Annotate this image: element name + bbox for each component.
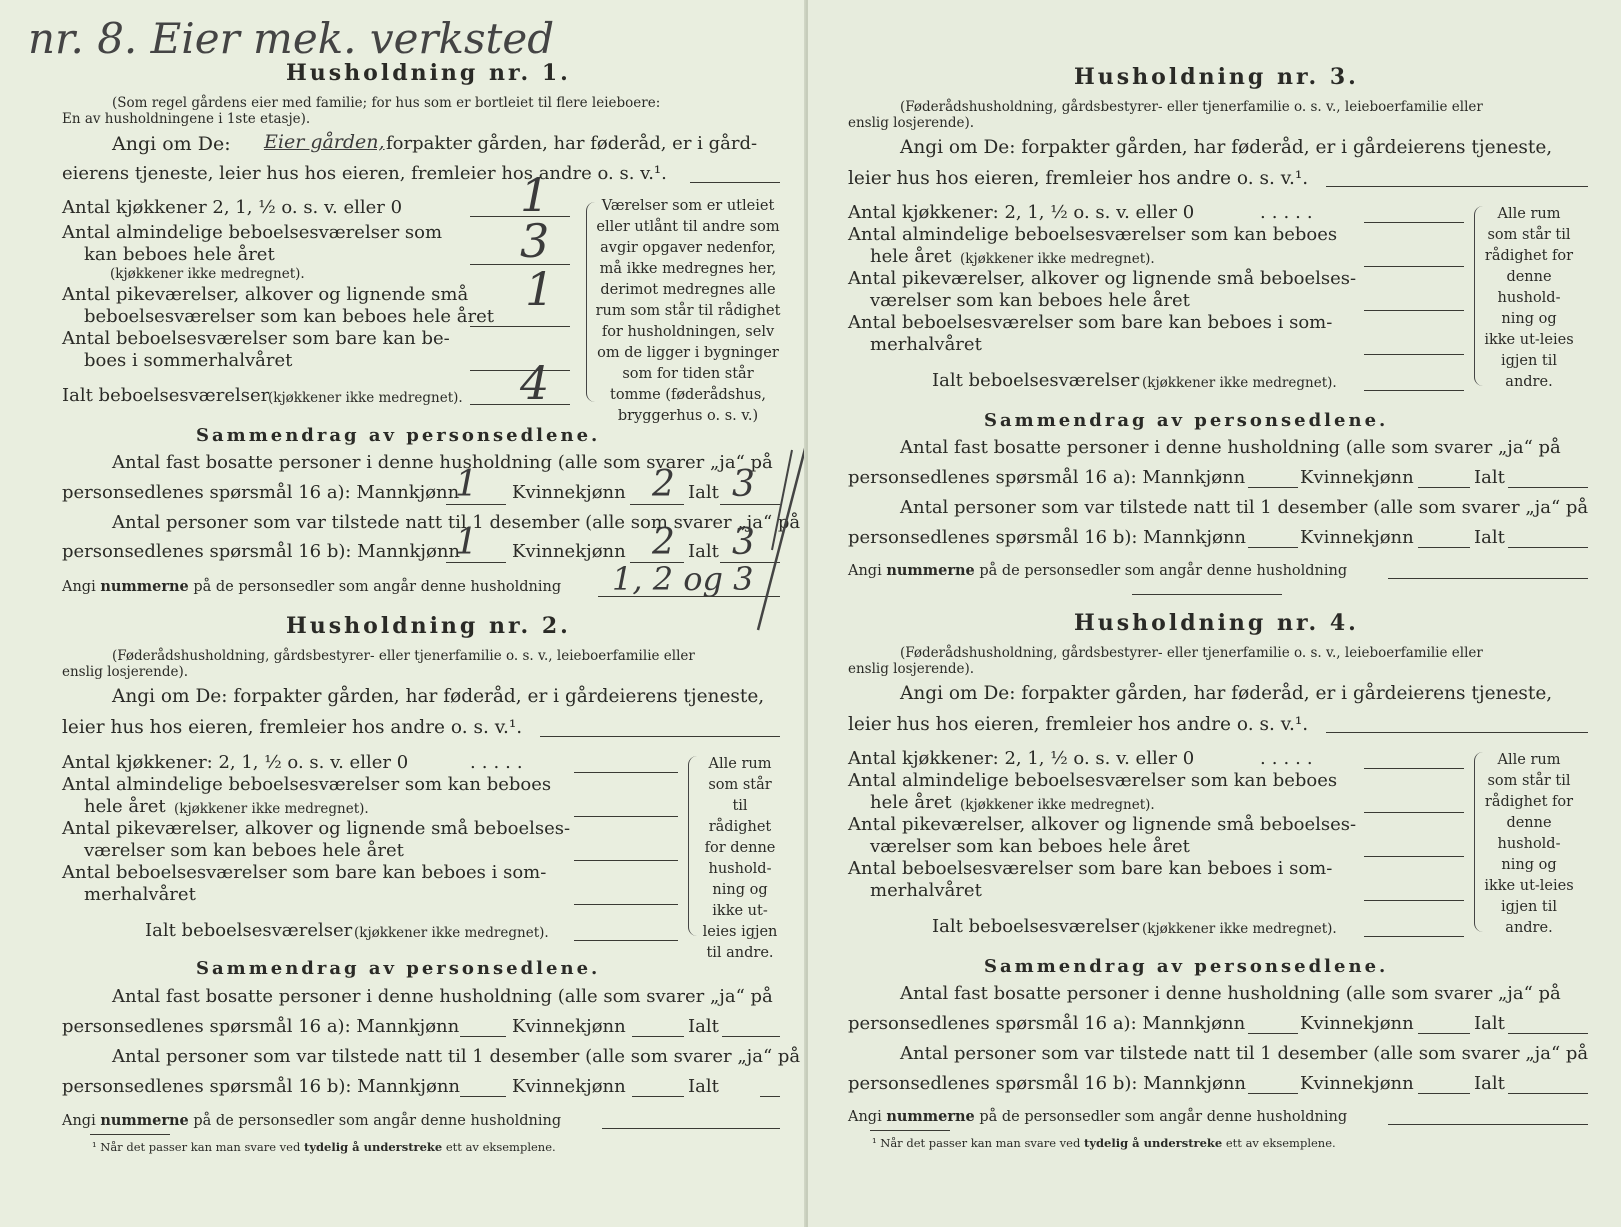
h2-footnote-bold: tydelig å understreke [304,1140,443,1154]
h1-s2-kvinne: Kvinnekjønn [512,541,626,562]
h3-q-alm-1: Antal almindelige beboelsesværelser som kan beboes [848,224,1338,245]
h4-q-alm-2-note: (kjøkkener ikke medregnet). [960,797,1155,813]
h2-s2-ialt: Ialt [688,1076,719,1097]
h4-angi-2: leier hus hos eieren, fremleier hos andre o. s. v.¹. [848,714,1309,735]
h1-q-pike-2: beboelsesværelser som kan beboes hele året [84,306,494,327]
h1-q-som-1: Antal beboelsesværelser som bare kan be- [62,328,450,349]
h4-q-kitchen: Antal kjøkkener: 2, 1, ½ o. s. v. eller 0 [848,748,1195,769]
h1-s1-i: 3 [732,464,755,505]
h1-nummer-bold: nummerne [100,578,189,595]
h1-nummer-post: på de personsedler som angår denne husholdning [193,579,562,595]
h2-s2-kvinne: Kvinnekjønn [512,1076,626,1097]
h2-s1-line1: Antal fast bosatte personer i denne husholdning (alle som svarer „ja“ på [112,986,773,1007]
h1-s1-line2: personsedlenes spørsmål 16 a): Mannkjønn [62,482,460,503]
h2-q-alm-2: hele året [84,796,166,817]
h4-s1-line2: personsedlenes spørsmål 16 a): Mannkjønn [848,1013,1246,1034]
h1-s1-line1: Antal fast bosatte personer i denne husholdning (alle som svarer „ja“ på [112,452,773,473]
h2-q-alm-2-note: (kjøkkener ikke medregnet). [174,801,369,817]
h2-q-total-note: (kjøkkener ikke medregnet). [354,925,549,941]
h3-info-box: Alle rum som står til rådighet for denne hushold-ning og ikke ut-leies igjen til andre. [1484,206,1574,390]
h3-s1-line2: personsedlenes spørsmål 16 a): Mannkjønn [848,467,1246,488]
h4-s2-ialt: Ialt [1474,1073,1505,1094]
h4-q-total-note: (kjøkkener ikke medregnet). [1142,921,1337,937]
h1-angi-rest: forpakter gården, har føderåd, er i gård- [386,133,758,154]
h3-q-pike-2: værelser som kan beboes hele året [870,290,1190,311]
h1-angi-label: Angi om De: [112,133,231,155]
h1-note-2: En av husholdningene i 1ste etasje). [62,111,311,127]
h1-s2-line1: Antal personer som var tilstede natt til 1 desember (alle som svarer „ja“ på [112,512,801,533]
h4-s1-kvinne: Kvinnekjønn [1300,1013,1414,1034]
h1-q-kitchen: Antal kjøkkener 2, 1, ½ o. s. v. eller 0 [62,197,403,218]
h4-note-2: enslig losjerende). [848,661,975,677]
h4-q-pike-2: værelser som kan beboes hele året [870,836,1190,857]
h2-footnote-pre: ¹ Når det passer kan man svare ved [92,1140,301,1154]
h4-footnote-pre: ¹ Når det passer kan man svare ved [872,1136,1081,1150]
h3-s2-line1: Antal personer som var tilstede natt til 1 desember (alle som svarer „ja“ på [900,497,1589,518]
h4-nummer-bold: nummerne [886,1108,975,1125]
h4-sum-title: Sammendrag av personsedlene. [984,956,1389,977]
h3-q-alm-2: hele året [870,246,952,267]
h4-s1-ialt: Ialt [1474,1013,1505,1034]
h3-nummer [848,562,1347,579]
h3-q-som-2: merhalvåret [870,334,982,355]
h2-note-1: (Føderådshusholdning, gårdsbestyrer- eller tjenerfamilie o. s. v., leieboerfamilie eller [112,648,695,664]
h1-q-alm-2: kan beboes hele året [84,244,275,265]
left-page: nr. 8. Eier mek. verksted Husholdning nr. 1. (Som regel gårdens eier med familie; for hus som er bortleiet til flere leieboere: En av husholdningene i 1ste etasje). Angi om De: Eier gården, forpakter gården, har føderåd, er i gård- eierens tjeneste, leier hus hos eieren, fremleier hos andre o. s. v.¹. Antal kjøkkener 2, 1, ½ o. s. v. eller 0 1 Antal almindelige beboelsesværelser som kan beboes hele året (kjøkkener ikke medregnet). 3 Antal pikeværelser, alkover og lignende små beboelsesværelser som kan beboes hele året 1 Antal beboelsesværelser som bare kan be- boes i sommerhalvåret Ialt beboelsesværelser (kjøkkener ikke medregnet). 4 Værelser som er utleiet eller utlånt til andre som avgir opgaver nedenfor, må ikke medregnes her, derimot medregnes alle rum som står til rådighet for husholdningen, selv om de ligger i bygninger som for tiden står tomme (føderådshus, bryggerhus o. s. v.) Sammendrag av personsedlene. Antal fast bosatte personer i denne husholdning (alle som svarer „ja“ på personsedlenes spørsmål 16 a): Mannkjønn 1 Kvinnekjønn 2 Ialt 3 Antal personer som var tilstede natt til 1 desember (alle som svarer „ja“ på personsedlenes spørsmål 16 b): Mannkjønn 1 Kvinnekjønn 2 Ialt 3 Angi nummerne på de personsedler som angår denne husholdning 1, 2 og 3 Husholdning nr. 2. (Føderådshusholdning, gårdsbestyrer- eller tjenerfamilie o. s. v., leieboerfamilie eller enslig losjerende). Angi om De: forpakter gården, har føderåd, er i gårdeierens tjeneste, leier hus hos eieren, fremleier hos andre o. s. v.¹. Antal kjøkkener: 2, 1, ½ o. s. v. eller 0 ..... Antal almindelige beboelsesværelser som kan beboes hele året (kjøkkener ikke medregnet). Antal pikeværelser, alkover og lignende små beboelses- værelser som kan beboes hele året Antal beboelsesværelser som bare kan beboes i som- merhalvåret Ialt beboelsesværelser (kjøkkener ikke medregnet). Alle rum som står til rådighet for denne hushold-ning og ikke ut-leies igjen til andre. Sammendrag av personsedlene. Antal fast bosatte personer i denne husholdning (alle som svarer „ja“ på personsedlenes spørsmål 16 a): Mannkjønn Kvinnekjønn Ialt Antal personer som var tilstede natt til 1 desember (alle som svarer „ja“ på personsedlenes spørsmål 16 b): Mannkjønn Kvinnekjønn Ialt Angi nummerne på de personsedler som angår denne husholdning ¹ Når det passer kan man svare ved tydelig å understreke ett av eksemplene. [0,0,808,1227]
h2-s1-line2: personsedlenes spørsmål 16 a): Mannkjønn [62,1016,460,1037]
h4-footnote-post: ett av eksemplene. [1225,1136,1336,1150]
h2-q-som-2: merhalvåret [84,884,196,905]
right-page: Husholdning nr. 3. (Føderådshusholdning, gårdsbestyrer- eller tjenerfamilie o. s. v., leieboerfamilie eller enslig losjerende). Angi om De: forpakter gården, har føderåd, er i gårdeierens tjeneste, leier hus hos eieren, fremleier hos andre o. s. v.¹. Antal kjøkkener: 2, 1, ½ o. s. v. eller 0 ..... Antal almindelige beboelsesværelser som kan beboes hele året (kjøkkener ikke medregnet). Antal pikeværelser, alkover og lignende små beboelses- værelser som kan beboes hele året Antal beboelsesværelser som bare kan beboes i som- merhalvåret Ialt beboelsesværelser (kjøkkener ikke medregnet). Alle rum som står til rådighet for denne hushold-ning og ikke ut-leies igjen til andre. Sammendrag av personsedlene. Antal fast bosatte personer i denne husholdning (alle som svarer „ja“ på personsedlenes spørsmål 16 a): Mannkjønn Kvinnekjønn Ialt Antal personer som var tilstede natt til 1 desember (alle som svarer „ja“ på personsedlenes spørsmål 16 b): Mannkjønn Kvinnekjønn Ialt Angi nummerne på de personsedler som angår denne husholdning Husholdning nr. 4. (Føderådshusholdning, gårdsbestyrer- eller tjenerfamilie o. s. v., leieboerfamilie eller enslig losjerende). Angi om De: forpakter gården, har føderåd, er i gårdeierens tjeneste, leier hus hos eieren, fremleier hos andre o. s. v.¹. Antal kjøkkener: 2, 1, ½ o. s. v. eller 0 ..... Antal almindelige beboelsesværelser som kan beboes hele året (kjøkkener ikke medregnet). Antal pikeværelser, alkover og lignende små beboelses- værelser som kan beboes hele året Antal beboelsesværelser som bare kan beboes i som- merhalvåret Ialt beboelsesværelser (kjøkkener ikke medregnet). Alle rum som står til rådighet for denne hushold-ning og ikke ut-leies igjen til andre. Sammendrag av personsedlene. Antal fast bosatte personer i denne husholdning (alle som svarer „ja“ på personsedlenes spørsmål 16 a): Mannkjønn Kvinnekjønn Ialt Antal personer som var tilstede natt til 1 desember (alle som svarer „ja“ på personsedlenes spørsmål 16 b): Mannkjønn Kvinnekjønn Ialt Angi nummerne på de personsedler som angår denne husholdning ¹ Når det passer kan man svare ved tydelig å understreke ett av eksemplene. [808,0,1621,1227]
h3-angi-2: leier hus hos eieren, fremleier hos andre o. s. v.¹. [848,168,1309,189]
handwritten-header: nr. 8. Eier mek. verksted [28,14,555,63]
h3-q-total: Ialt beboelsesværelser [932,370,1140,391]
h2-nummer-post: på de personsedler som angår denne husholdning [193,1113,562,1129]
h3-s1-kvinne: Kvinnekjønn [1300,467,1414,488]
h3-note-2: enslig losjerende). [848,115,975,131]
h1-nummer [62,578,561,595]
h3-s2-ialt: Ialt [1474,527,1505,548]
h1-title: Husholdning nr. 1. [286,60,571,86]
h2-nummer-bold: nummerne [100,1112,189,1129]
h4-q-alm-1: Antal almindelige beboelsesværelser som kan beboes [848,770,1338,791]
h1-s1-kvinne: Kvinnekjønn [512,482,626,503]
h1-sum-title: Sammendrag av personsedlene. [196,425,601,446]
h1-a-pike: 1 [525,262,555,316]
h1-s1-m: 1 [455,464,478,505]
h4-angi-1: Angi om De: forpakter gården, har føderåd, er i gårdeierens tjeneste, [900,683,1553,704]
h4-title: Husholdning nr. 4. [1074,610,1359,636]
h2-note-2: enslig losjerende). [62,664,189,680]
h2-q-kitchen: Antal kjøkkener: 2, 1, ½ o. s. v. eller 0 [62,752,409,773]
h2-q-total: Ialt beboelsesværelser [145,920,353,941]
h4-q-alm-2: hele året [870,792,952,813]
h4-footnote-bold: tydelig å understreke [1084,1136,1223,1150]
h3-s1-ialt: Ialt [1474,467,1505,488]
h1-q-alm-3: (kjøkkener ikke medregnet). [110,266,305,282]
h4-s2-line1: Antal personer som var tilstede natt til 1 desember (alle som svarer „ja“ på [900,1043,1589,1064]
h1-s1-ialt: Ialt [688,482,719,503]
h2-q-alm-1: Antal almindelige beboelsesværelser som kan beboes [62,774,552,795]
h2-s1-kvinne: Kvinnekjønn [512,1016,626,1037]
h4-q-som-2: merhalvåret [870,880,982,901]
h1-angi-line2: eierens tjeneste, leier hus hos eieren, fremleier hos andre o. s. v.¹. [62,163,667,184]
h3-angi-1: Angi om De: forpakter gården, har føderåd, er i gårdeierens tjeneste, [900,137,1553,158]
h3-note-1: (Føderådshusholdning, gårdsbestyrer- eller tjenerfamilie o. s. v., leieboerfamilie eller [900,99,1483,115]
h4-nummer-pre: Angi [848,1109,882,1125]
h2-angi-1: Angi om De: forpakter gården, har føderåd, er i gårdeierens tjeneste, [112,686,765,707]
h1-nummer-pre: Angi [62,579,96,595]
h1-s2-k: 2 [652,522,675,563]
h3-s2-line2: personsedlenes spørsmål 16 b): Mannkjønn [848,527,1247,548]
h3-sum-title: Sammendrag av personsedlene. [984,410,1389,431]
h1-s1-k: 2 [652,464,675,505]
h2-q-pike-2: værelser som kan beboes hele året [84,840,404,861]
h4-nummer [848,1108,1347,1125]
h1-q-som-2: boes i sommerhalvåret [84,350,293,371]
h3-q-pike-1: Antal pikeværelser, alkover og lignende små beboelses- [848,268,1357,289]
h1-s2-i: 3 [732,522,755,563]
h1-s2-m: 1 [455,522,478,563]
h3-s1-line1: Antal fast bosatte personer i denne husholdning (alle som svarer „ja“ på [900,437,1561,458]
h2-s2-line2: personsedlenes spørsmål 16 b): Mannkjønn [62,1076,461,1097]
h1-q-alm-1: Antal almindelige beboelsesværelser som [62,222,443,243]
h2-angi-2: leier hus hos eieren, fremleier hos andre o. s. v.¹. [62,717,523,738]
h1-a-kitchen: 1 [520,168,550,222]
h3-title: Husholdning nr. 3. [1074,64,1359,90]
h4-note-1: (Føderådshusholdning, gårdsbestyrer- eller tjenerfamilie o. s. v., leieboerfamilie eller [900,645,1483,661]
h2-title: Husholdning nr. 2. [286,613,571,639]
h1-info-box: Værelser som er utleiet eller utlånt til andre som avgir opgaver nedenfor, må ikke medregnes her, derimot medregnes alle rum som står til rådighet for husholdningen, selv om de ligger i bygninger som for tiden står tomme (føderådshus, bryggerhus o. s. v.) [595,198,781,424]
h4-q-total: Ialt beboelsesværelser [932,916,1140,937]
h3-q-kitchen: Antal kjøkkener: 2, 1, ½ o. s. v. eller 0 [848,202,1195,223]
h2-footnote-post: ett av eksemplene. [445,1140,556,1154]
h2-s2-line1: Antal personer som var tilstede natt til 1 desember (alle som svarer „ja“ på [112,1046,801,1067]
h2-nummer-pre: Angi [62,1113,96,1129]
h1-a-alm: 3 [520,214,550,268]
h4-footnote [872,1136,1336,1150]
h1-nummer-answer: 1, 2 og 3 [612,560,754,598]
h2-s1-ialt: Ialt [688,1016,719,1037]
h2-q-som-1: Antal beboelsesværelser som bare kan beboes i som- [62,862,547,883]
h1-q-total: Ialt beboelsesværelser [62,385,270,406]
h3-q-som-1: Antal beboelsesværelser som bare kan beboes i som- [848,312,1333,333]
h3-nummer-bold: nummerne [886,562,975,579]
h4-nummer-post: på de personsedler som angår denne husholdning [979,1109,1348,1125]
h3-q-total-note: (kjøkkener ikke medregnet). [1142,375,1337,391]
h3-s2-kvinne: Kvinnekjønn [1300,527,1414,548]
h4-q-som-1: Antal beboelsesværelser som bare kan beboes i som- [848,858,1333,879]
h3-nummer-pre: Angi [848,563,882,579]
h4-s1-line1: Antal fast bosatte personer i denne husholdning (alle som svarer „ja“ på [900,983,1561,1004]
h4-q-pike-1: Antal pikeværelser, alkover og lignende små beboelses- [848,814,1357,835]
h2-footnote [92,1140,556,1154]
h1-angi-answer: Eier gården, [264,131,385,153]
h2-info-box: Alle rum som står til rådighet for denne hushold-ning og ikke ut-leies igjen til andre. [702,756,778,961]
h1-s2-ialt: Ialt [688,541,719,562]
h1-q-total-note: (kjøkkener ikke medregnet). [268,390,463,406]
h2-sum-title: Sammendrag av personsedlene. [196,958,601,979]
h4-s2-line2: personsedlenes spørsmål 16 b): Mannkjønn [848,1073,1247,1094]
h1-note-1: (Som regel gårdens eier med familie; for hus som er bortleiet til flere leieboere: [112,95,661,111]
h1-s2-line2: personsedlenes spørsmål 16 b): Mannkjønn [62,541,461,562]
h2-nummer [62,1112,561,1129]
h1-q-pike-1: Antal pikeværelser, alkover og lignende små [62,284,469,305]
h3-nummer-post: på de personsedler som angår denne husholdning [979,563,1348,579]
h4-info-box: Alle rum som står til rådighet for denne hushold-ning og ikke ut-leies igjen til andre. [1484,752,1574,936]
h3-q-alm-2-note: (kjøkkener ikke medregnet). [960,251,1155,267]
h1-a-total: 4 [520,356,550,410]
h4-s2-kvinne: Kvinnekjønn [1300,1073,1414,1094]
h2-q-pike-1: Antal pikeværelser, alkover og lignende små beboelses- [62,818,571,839]
